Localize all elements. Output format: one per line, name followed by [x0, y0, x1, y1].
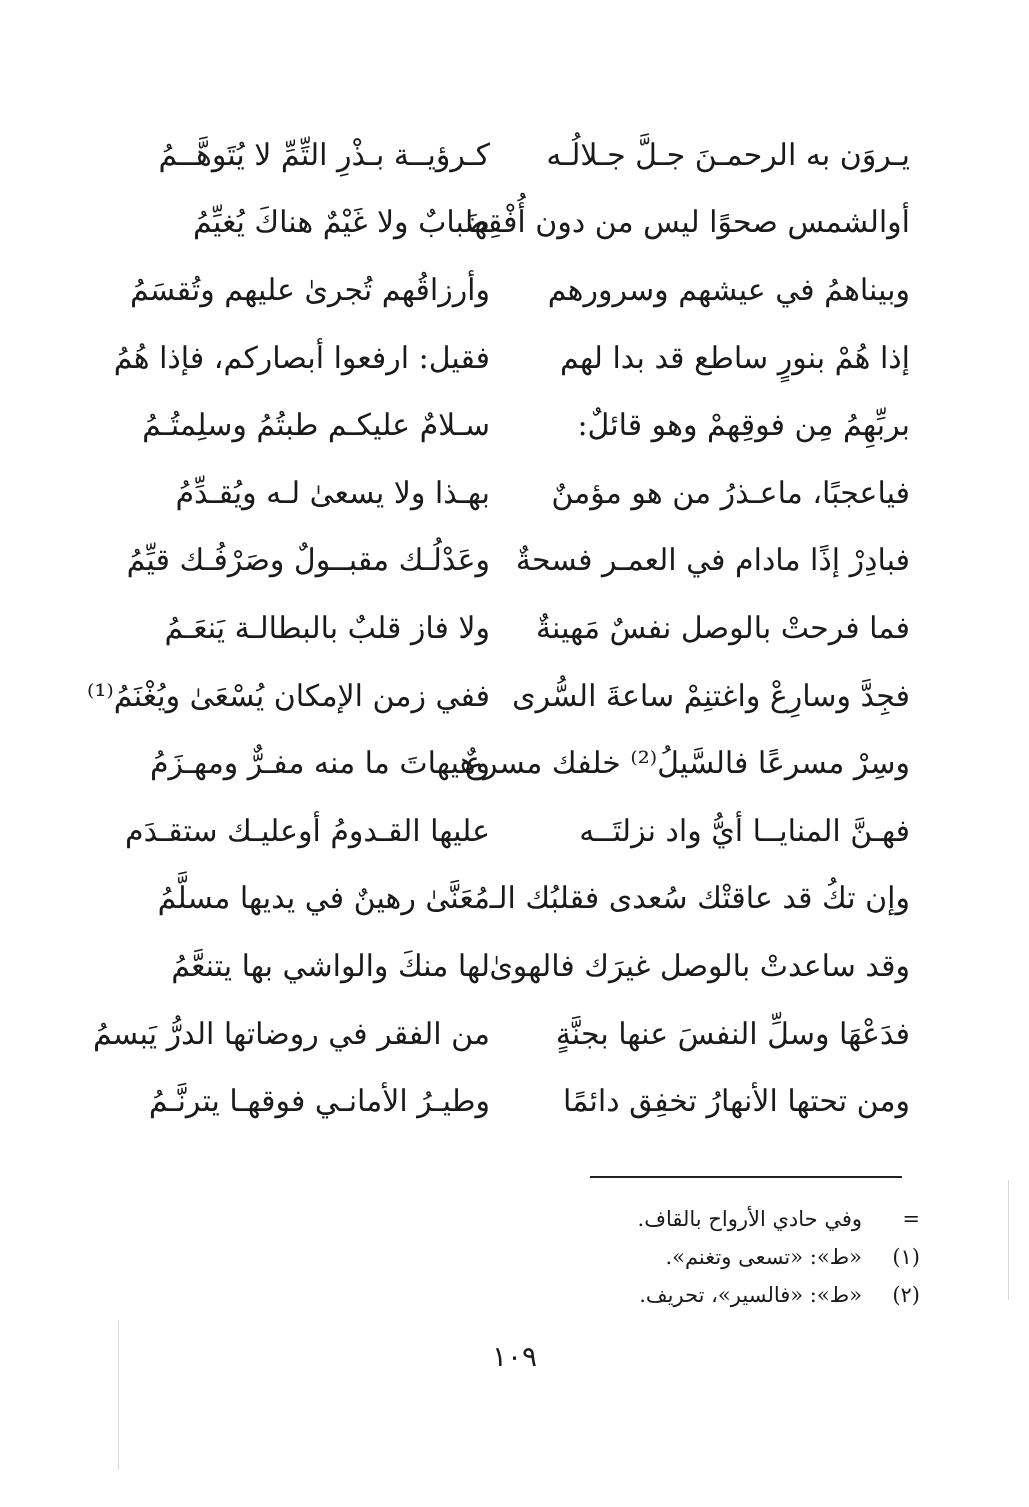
verse-second-hemistich: فقيل: ارفعوا أبصاركم، فإذا هُمُ [113, 340, 490, 376]
verse-second-hemistich: كـرؤيــة بـذْرِ التِّمِّ لا يُتَوهَّــمُ [158, 137, 490, 173]
verse-second-hemistich: وطيـرُ الأمانـي فوقهـا يترنَّـمُ [148, 1084, 490, 1120]
verse-first-hemistich: أوالشمس صحوًا ليس من دون أُفْقِها [464, 205, 910, 241]
verse [100, 392, 910, 460]
footnote [540, 1200, 920, 1238]
footnote-text: «ط»: «تسعى وتغنم». [665, 1245, 862, 1269]
verse [92, 1001, 910, 1069]
verse-first-hemistich: فهـنَّ المنايــا أيُّ واد نزلتَــه [579, 813, 910, 849]
verse [100, 933, 910, 1001]
verse [100, 257, 910, 325]
verse [100, 122, 910, 190]
verse-second-hemistich: بهـذا ولا يسعىٰ لـه ويُقـدِّمُ [175, 475, 490, 511]
verse-first-hemistich: فياعجبًا، ماعـذرُ من هو مؤمنٌ [551, 475, 910, 511]
verse-first-hemistich: فبادِرْ إذًا مادام في العمـر فسحةٌ [515, 543, 910, 579]
verse-second-hemistich: من الفقر في روضاتها الدرُّ يَبسمُ [92, 1016, 490, 1052]
footnote-marker: (٢) [892, 1283, 920, 1307]
footnote-separator [590, 1176, 902, 1178]
verse-first-hemistich: فجِدَّ وسارِعْ واغتنِمْ ساعةَ السُّرى [512, 678, 910, 714]
verse-second-hemistich: وعَدْلُـك مقبــولٌ وصَرْفُـك قيِّمُ [126, 543, 490, 579]
footnote [540, 1238, 920, 1276]
verse [86, 663, 910, 731]
verse-first-hemistich: ومن تحتها الأنهارُ تخفِق دائمًا [563, 1084, 910, 1120]
verse [100, 1068, 910, 1136]
footnote-text: «ط»: «فالسير»، تحريف. [639, 1283, 862, 1307]
page-number: ١٠٩ [491, 1340, 538, 1373]
verse-second-hemistich: وهيهاتَ ما منه مفـرٌّ ومهـزَمُ [149, 746, 490, 782]
verse-second-hemistich: ففي زمن الإمكان يُسْعَىٰ ويُغْنَمُ⁽¹⁾ [86, 678, 490, 714]
verse-second-hemistich: لها منكَ والواشي بها يتنعَّمُ [171, 948, 490, 984]
scan-edge-mark [1008, 1180, 1009, 1300]
verse-first-hemistich: وقد ساعدتْ بالوصل غيرَك فالهوىٰ [489, 948, 910, 984]
verse-first-hemistich: بربِّهِمُ مِن فوقِهمْ وهو قائلٌ: [577, 408, 910, 444]
verse [100, 528, 910, 596]
verse [100, 798, 910, 866]
verse-second-hemistich: سـلامٌ عليكـم طبتُمُ وسلِمتُـمُ [142, 408, 490, 444]
verse [100, 595, 910, 663]
verse-second-hemistich: مُعَنَّىٰ رهينٌ في يديها مسلَّمُ [157, 881, 490, 917]
verse-second-hemistich: ولا فاز قلبٌ بالبطالـة يَنعَـمُ [164, 610, 490, 646]
verse-second-hemistich: وأرزاقُهم تُجرىٰ عليهم وتُقسَمُ [129, 272, 490, 308]
verse [100, 730, 910, 798]
scan-edge-mark [118, 1320, 119, 1470]
poem [86, 122, 910, 1136]
verse-first-hemistich: وإن تكُ قد عاقتْك سُعدى فقلبُك الـ [489, 881, 910, 917]
footnote [540, 1276, 920, 1314]
verse-first-hemistich: وسِرْ مسرعًا فالسَّيلُ⁽²⁾ خلفك مسرعٌ [465, 746, 910, 782]
footnotes [540, 1200, 920, 1314]
verse-second-hemistich: عليها القـدومُ أوعليـك ستقـدَم [125, 813, 490, 849]
verse [100, 325, 910, 393]
verse-first-hemistich: يـروَن به الرحمـنَ جـلَّ جـلالُـه [546, 137, 910, 173]
verse-first-hemistich: فدَعْهَا وسلِّ النفسَ عنها بجنَّةٍ [555, 1016, 910, 1052]
verse-second-hemistich: ضَبابٌ ولا غَيْمٌ هناكَ يُغيِّمُ [193, 205, 490, 241]
verse-first-hemistich: وبيناهمُ في عيشهم وسرورهم [547, 272, 910, 308]
verse [100, 866, 910, 934]
verse-first-hemistich: إذا هُمْ بنورٍ ساطع قد بدا لهم [560, 340, 910, 376]
footnote-marker: = [902, 1207, 920, 1231]
footnote-text: وفي حادي الأرواح بالقاف. [637, 1207, 862, 1231]
footnote-marker: (١) [892, 1245, 920, 1269]
verse-first-hemistich: فما فرحتْ بالوصل نفسٌ مَهينةٌ [535, 610, 910, 646]
verse [100, 460, 910, 528]
verse [100, 190, 910, 258]
